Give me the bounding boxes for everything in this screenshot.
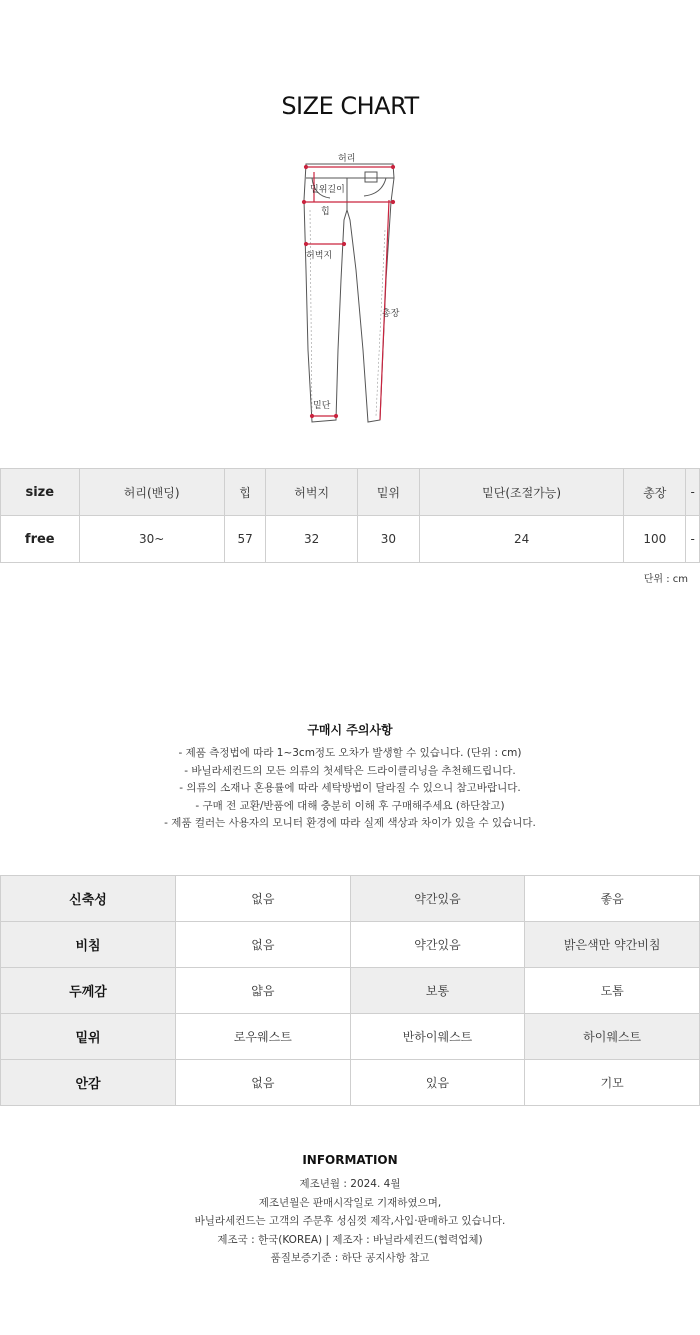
diagram-label-thigh: 허벅지 <box>306 251 333 261</box>
page-title: SIZE CHART <box>281 92 419 120</box>
size-table <box>0 468 700 563</box>
notice-list <box>0 745 700 833</box>
property-option: 보통 <box>350 968 525 1014</box>
size-header-cell: 밑단(조절가능) <box>419 469 624 516</box>
notice-item: - 제품 측정법에 따라 1~3cm정도 오차가 발생할 수 있습니다. (단위 : cm) <box>178 747 522 759</box>
notice-item: - 구매 전 교환/반품에 대해 충분히 이해 후 구매해주세요 (하단참고) <box>195 799 505 812</box>
property-label: 안감 <box>1 1060 176 1106</box>
property-option: 도톰 <box>525 968 700 1014</box>
property-label: 비침 <box>1 922 176 968</box>
property-option: 반하이웨스트 <box>350 1014 525 1060</box>
diagram-label-hip: 힙 <box>321 207 330 217</box>
pants-diagram <box>290 150 420 430</box>
information-item: 제조년월 : 2024. 4월 <box>299 1178 401 1190</box>
size-header-cell: 힙 <box>224 469 266 516</box>
notice-item: - 의류의 소재나 혼용률에 따라 세탁방법이 달라질 수 있으니 참고바랍니다. <box>179 782 521 795</box>
size-cell: 57 <box>224 516 266 563</box>
property-option: 로우웨스트 <box>176 1014 351 1060</box>
measure-lines <box>303 166 395 421</box>
size-cell: 32 <box>266 516 358 563</box>
size-header-cell: - <box>686 469 700 516</box>
property-option: 기모 <box>525 1060 700 1106</box>
property-row-stretch <box>1 876 700 922</box>
property-row-rise <box>1 1014 700 1060</box>
notice-title: 구매시 주의사항 <box>307 723 393 737</box>
information-item: 제조국 : 한국(KOREA) | 제조자 : 바닐라세컨드(협력업체) <box>217 1233 483 1246</box>
property-option: 약간있음 <box>350 876 525 922</box>
size-table-header <box>1 469 700 516</box>
property-row-sheerness <box>1 922 700 968</box>
diagram-label-length: 총장 <box>382 309 400 319</box>
size-cell: free <box>1 516 80 563</box>
size-header-cell: 허리(밴딩) <box>79 469 224 516</box>
information-item: 바닐라세컨드는 고객의 주문후 성심껏 제작,사입·판매하고 있습니다. <box>194 1215 506 1228</box>
size-cell: 100 <box>624 516 686 563</box>
size-table-row <box>1 516 700 563</box>
information-list <box>0 1175 700 1268</box>
information-item: 제조년월은 판매시작일로 기재하였으며, <box>258 1196 442 1209</box>
property-option: 없음 <box>176 1060 351 1106</box>
information-item: 품질보증기준 : 하단 공지사항 참고 <box>270 1252 430 1265</box>
size-cell: 24 <box>419 516 624 563</box>
property-option: 좋음 <box>525 876 700 922</box>
property-label: 밑위 <box>1 1014 176 1060</box>
size-cell: 30 <box>357 516 419 563</box>
diagram-label-rise: 밑위길이 <box>310 185 345 195</box>
unit-note: 단위 : cm <box>643 574 688 585</box>
fabric-property-table <box>0 875 700 1106</box>
property-label: 두께감 <box>1 968 176 1014</box>
property-option: 얇음 <box>176 968 351 1014</box>
size-cell: 30~ <box>79 516 224 563</box>
size-cell: - <box>686 516 700 563</box>
size-header-cell: 밑위 <box>357 469 419 516</box>
size-header-cell: size <box>1 469 80 516</box>
information-title: INFORMATION <box>302 1153 398 1167</box>
notice-item: - 바닐라세컨드의 모든 의류의 첫세탁은 드라이클리닝을 추천해드립니다. <box>184 764 516 777</box>
pants-seams <box>310 210 385 416</box>
notice-item: - 제품 컬러는 사용자의 모니터 환경에 따라 실제 색상과 차이가 있을 수 있습니다. <box>164 817 536 830</box>
property-option: 밝은색만 약간비침 <box>525 922 700 968</box>
property-option: 없음 <box>176 922 351 968</box>
property-label: 신축성 <box>1 876 176 922</box>
property-option: 없음 <box>176 876 351 922</box>
pants-outline <box>304 164 394 422</box>
property-row-lining <box>1 1060 700 1106</box>
property-option: 있음 <box>350 1060 525 1106</box>
property-option: 약간있음 <box>350 922 525 968</box>
property-option: 하이웨스트 <box>525 1014 700 1060</box>
diagram-label-hem: 밑단 <box>313 401 331 411</box>
size-header-cell: 허벅지 <box>266 469 358 516</box>
property-row-thickness <box>1 968 700 1014</box>
size-header-cell: 총장 <box>624 469 686 516</box>
diagram-label-waist: 허리 <box>338 154 356 164</box>
